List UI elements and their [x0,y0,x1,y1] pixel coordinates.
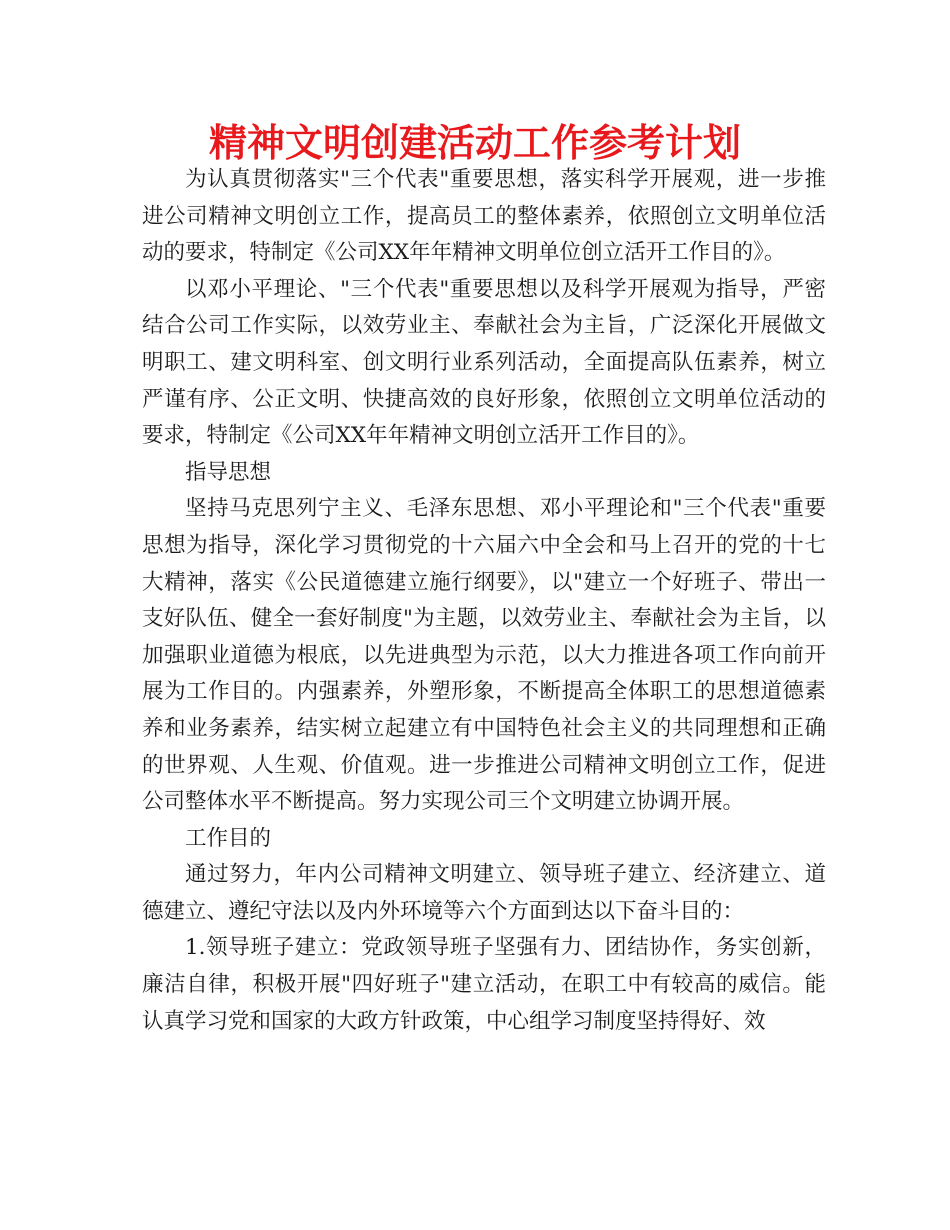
paragraph-guidance-intro: 以邓小平理论、"三个代表"重要思想以及科学开展观为指导，严密结合公司工作实际，以效劳业主、奉献社会为主旨，广泛深化开展做文明职工、建文明科室、创文明行业系列活动，全面提高队伍素养，树立严谨有序、公正文明、快捷高效的良好形象，依照创立文明单位活动的要求，特制定《公司XX年年精神文明创立活开工作目的》。 [142,276,826,449]
paragraph-work-goals: 通过努力，年内公司精神文明建立、领导班子建立、经济建立、道德建立、遵纪守法以及内外环境等六个方面到达以下奋斗目的： [142,862,826,924]
paragraph-guiding-ideology: 坚持马克思列宁主义、毛泽东思想、邓小平理论和"三个代表"重要思想为指导，深化学习贯彻党的十六届六中全会和马上召开的党的十七大精神，落实《公民道德建立施行纲要》，以"建立一个好班子、带出一支好队伍、健全一套好制度"为主题，以效劳业主、奉献社会为主旨，以加强职业道德为根底，以先进典型为示范，以大力推进各项工作向前开展为工作目的。内强素养，外塑形象，不断提高全体职工的思想道德素养和业务素养，结实树立起建立有中国特色社会主义的共同理想和正确的世界观、人生观、价值观。进一步推进公司精神文明创立工作，促进公司整体水平不断提高。努力实现公司三个文明建立协调开展。 [142,496,826,815]
document-title: 精神文明创建活动工作参考计划 [208,121,741,165]
paragraph-leadership: 1.领导班子建立：党政领导班子坚强有力、团结协作，务实创新，廉洁自律，积极开展"四好班子"建立活动，在职工中有较高的威信。能认真学习党和国家的大政方针政策，中心组学习制度坚持得好、效 [142,935,826,1034]
heading-guiding-ideology: 指导思想 [185,459,272,485]
paragraph-intro: 为认真贯彻落实"三个代表"重要思想，落实科学开展观，进一步推进公司精神文明创立工作，提高员工的整体素养，依照创立文明单位活动的要求，特制定《公司XX年年精神文明单位创立活开工作目的》。 [142,167,826,266]
heading-work-goals: 工作目的 [185,825,272,851]
document-body [142,162,826,1040]
